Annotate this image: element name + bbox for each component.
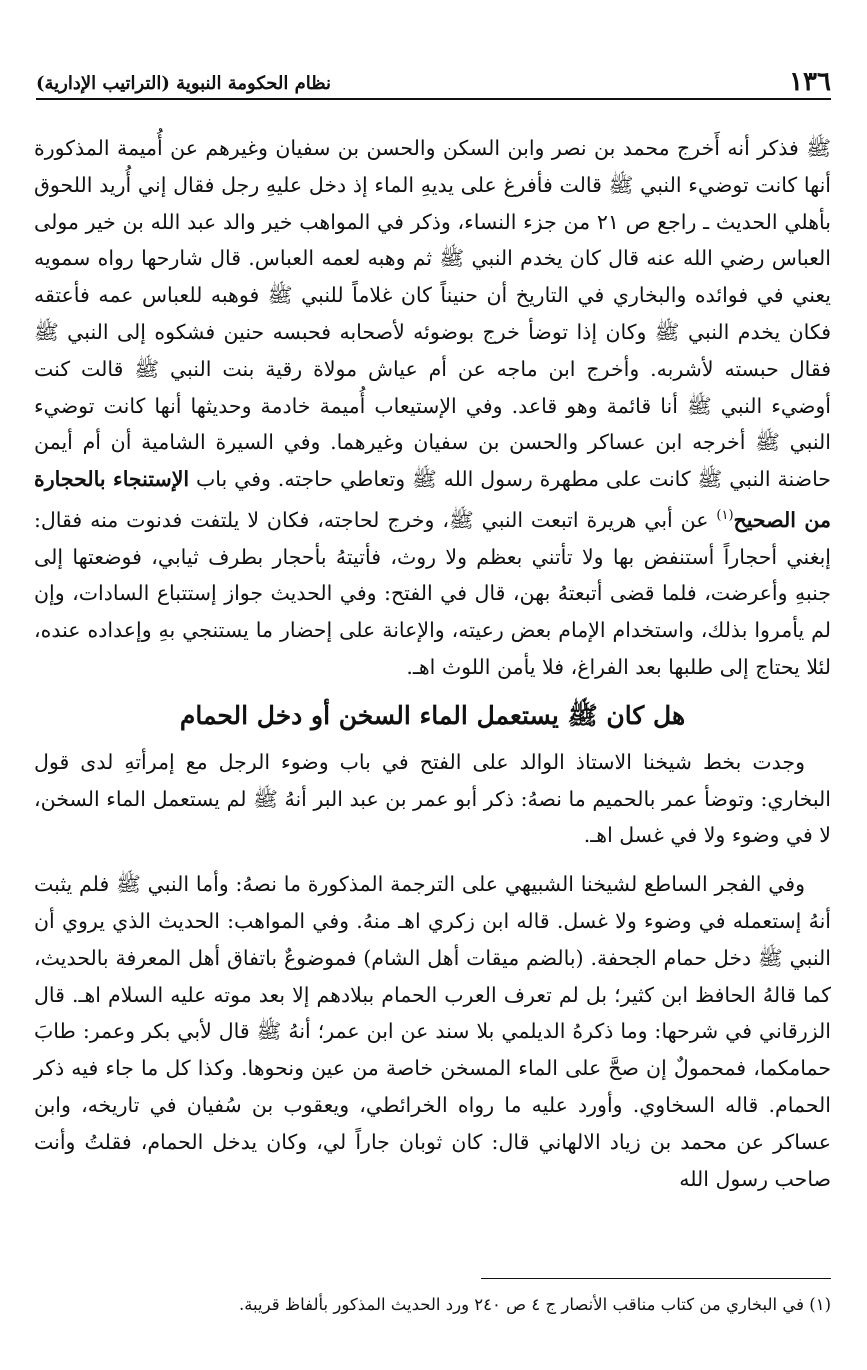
section-heading: هل كان ﷺ يستعمل الماء السخن أو دخل الحمام (179, 700, 686, 730)
paragraph-2: وجدت بخط شيخنا الاستاذ الوالد على الفتح في باب وضوء الرجل مع إمرأتهِ لدى قول البخاري: وتوضأ عمر بالحميم ما نصهُ: ذكر أبو عمر بن عبد البر أنهُ ﷺ لم يستعمل الماء السخن، لا في وضوء ولا في غسل اهـ. (34, 749, 831, 848)
footnote: (١) في البخاري من كتاب مناقب الأنصار ج ٤ ص ٢٤٠ ورد الحديث المذكور بألفاظ قريبة. (238, 1295, 831, 1314)
page-header (36, 58, 831, 100)
footnote-marker: (١) (716, 507, 734, 523)
bold-reference-title: الإستنجاء بالحجارة من الصحيح (34, 467, 831, 532)
paragraph-1-part-1: ﷺ فذكر أنه أَخرج محمد بن نصر وابن السكن والحسن بن سفيان وغيرهم عن أُميمة المذكورة أنها كانت توضيء النبي ﷺ قالت فأفرغ على يديهِ الماء إذ دخل عليهِ رجل فقال إني أُريد اللحوق بأهلي الحديث ـ راجع ص ٢١ من جزء النساء، وذكر في المواهب خير والد عبد الله بن خير مولى العباس رضي الله عنه قال كان يخدم النبي ﷺ ثم وهبه لعمه العباس. قال شارحها رواه سمويه يعني في فوائده والبخاري في التاريخ أن حنيناً كان غلاماً للنبي ﷺ فوهبه للعباس عمه فأعتقه فكان يخدم النبي ﷺ وكان إذا توضأ خرج بوضوئه لأصحابه فحبسه حنين فشكوه إلى النبي ﷺ فقال حبسته لأشربه. وأخرج ابن ماجه عن أم عياش مولاة رقية بنت النبي ﷺ قالت كنت أوضيء النبي ﷺ أنا قائمة وهو قاعد. وفي الإستيعاب أُميمة خادمة وحديثها أنها كانت توضيء النبي ﷺ أخرجه ابن عساكر والحسن بن سفيان وغيرهما. وفي السيرة الشامية أن أم أيمن حاضنة النبي ﷺ كانت على مطهرة رسول الله ﷺ وتعاطي حاجته. وفي باب (34, 136, 832, 492)
paragraph-1 (34, 130, 831, 686)
page-number: ١٣٦ (789, 67, 831, 97)
main-text (34, 130, 831, 1197)
paragraph-3: وفي الفجر الساطع لشيخنا الشبيهي على الترجمة المذكورة ما نصهُ: وأما النبي ﷺ فلم يثبت أنهُ إستعمله في وضوء ولا غسل. قاله ابن زكري اهـ منهُ. وفي المواهب: الحديث الذي يروي أن النبي ﷺ دخل حمام الجحفة. (بالضم ميقات أهل الشام) فموضوعٌ باتفاق أهل المعرفة بالحديث، كما قالهُ الحافظ ابن كثير؛ بل لم تعرف العرب الحمام ببلادهم إلا بعد موته عليه السلام اهـ. قال الزرقاني في شرحها: وما ذكرهُ الديلمي بلا سند عن ابن عمر؛ أنهُ ﷺ قال لأبي بكر وعمر: طابَ حمامكما، فمحمولٌ إن صحَّ على الماء المسخن خاصة من عين ونحوها. وكذا كل ما جاء فيه ذكر الحمام. قاله السخاوي. وأورد عليه ما رواه الخرائطي، ويعقوب بن سُفيان في تاريخه، وابن عساكر عن محمد بن زياد الالهاني قال: كان ثوبان جاراً لي، وكان يدخل الحمام، فقلتُ وأنت صاحب رسول الله (34, 872, 831, 1191)
running-title: نظام الحكومة النبوية (التراتيب الإدارية) (36, 73, 332, 94)
paragraph-1-part-2: عن أبي هريرة اتبعت النبي ﷺ، وخرج لحاجته، فكان لا يلتفت فدنوت منه فقال: إبغني أحجاراً أستنفض بها ولا تأتني بعظم ولا روث، فأتيتهُ بأحجار بطرف ثيابي، فوضعتها إلى جنبهِ وأعرضت، فلما قضى أتبعتهُ بهن، قال في الفتح: وفي الحديث جواز إستتباع السادات، وإن لم يأمروا بذلك، واستخدام الإمام بعض رعيته، والإعانة على إحضار ما يستنجي بهِ وإعداده عنده، لئلا يحتاج إلى طلبها بعد الفراغ، فلا يأمن اللوث اهـ. (34, 507, 831, 679)
footnote-divider (481, 1278, 831, 1279)
